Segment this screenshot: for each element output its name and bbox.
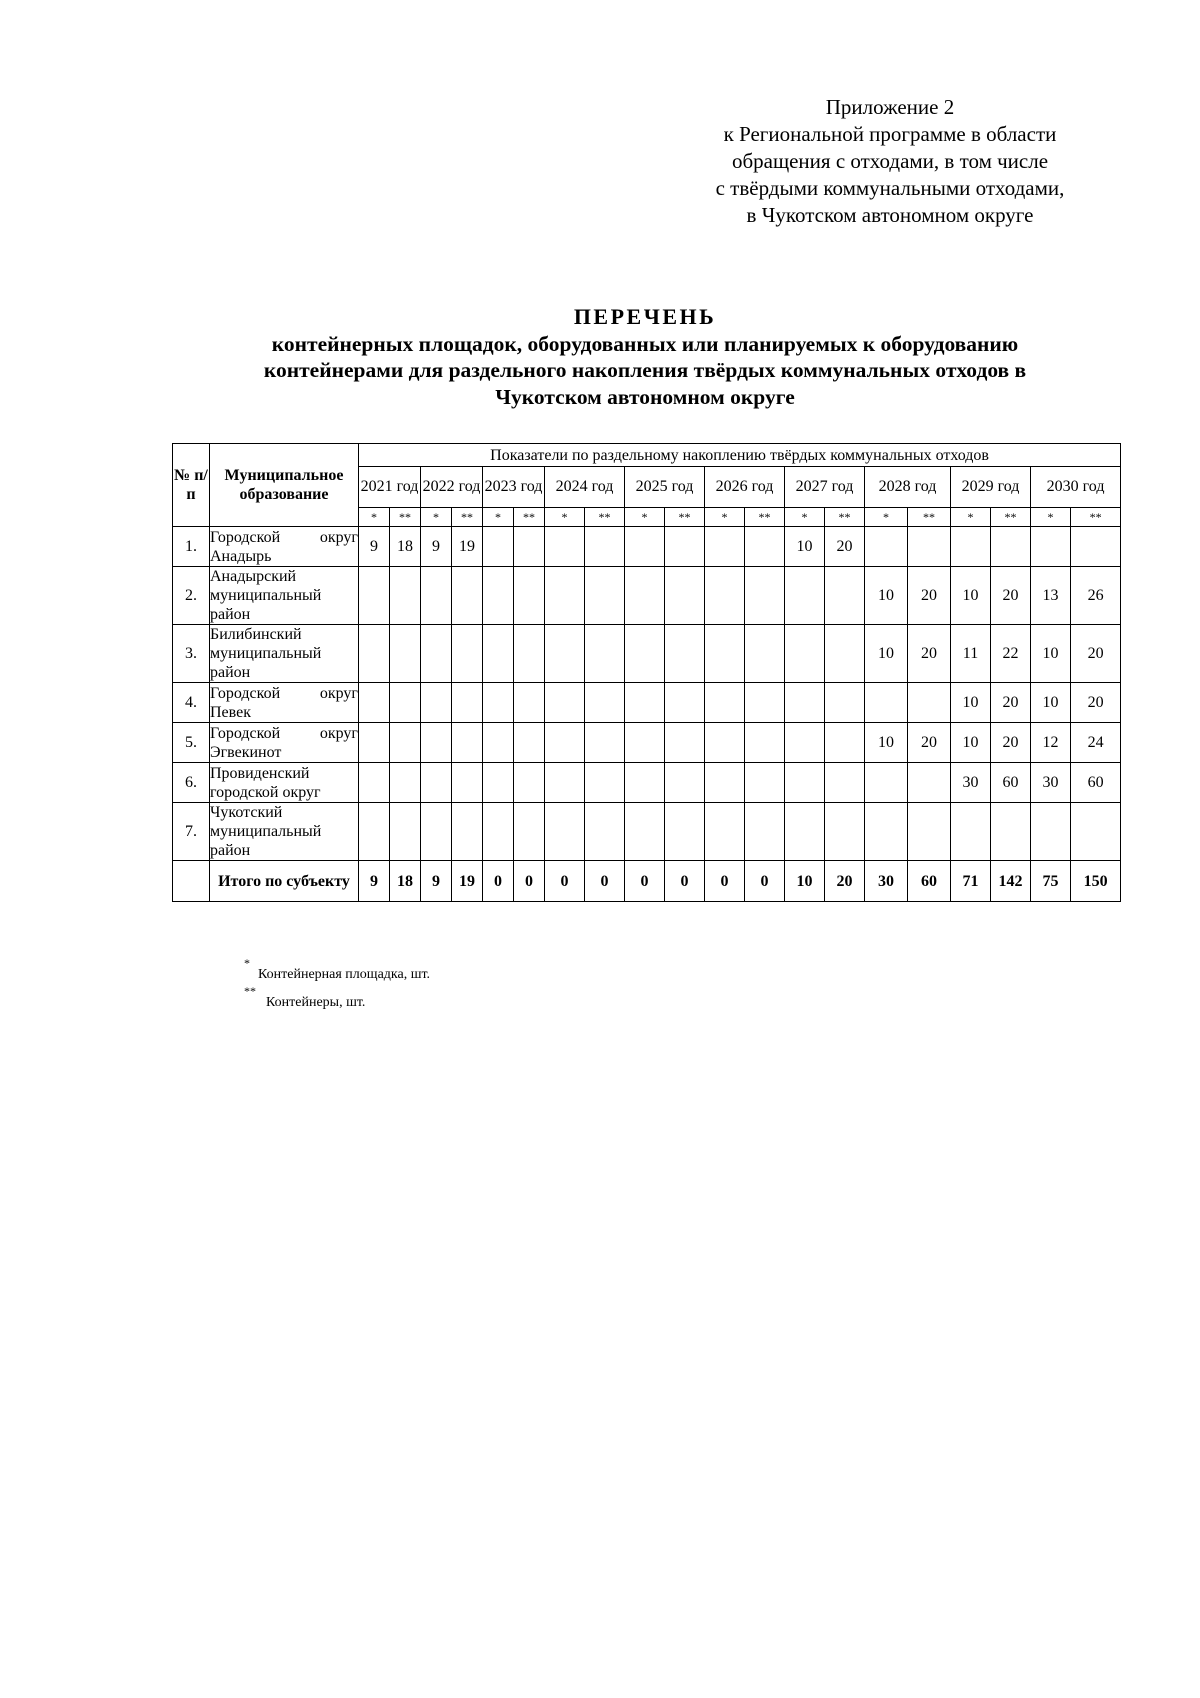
value-cell	[705, 723, 745, 763]
header-sub-mark: **	[825, 508, 865, 527]
title-subtitle	[190, 331, 1100, 411]
value-cell	[483, 803, 514, 861]
total-value-cell: 20	[825, 861, 865, 902]
header-year: 2024 год	[545, 467, 625, 508]
value-cell: 18	[390, 527, 421, 567]
value-cell	[1071, 527, 1121, 567]
total-value-cell: 9	[359, 861, 390, 902]
value-cell: 19	[452, 527, 483, 567]
municipality-name: Билибинский муниципальный район	[210, 626, 322, 681]
row-municipality	[210, 567, 359, 625]
header-year: 2029 год	[951, 467, 1031, 508]
header-sub-mark: *	[951, 508, 991, 527]
value-cell	[705, 567, 745, 625]
appendix-line: Приложение 2	[825, 95, 955, 119]
total-label: Итого по субъекту	[210, 861, 359, 902]
total-value-cell: 0	[545, 861, 585, 902]
total-value-cell: 142	[991, 861, 1031, 902]
value-cell	[908, 763, 951, 803]
value-cell	[951, 527, 991, 567]
value-cell: 9	[421, 527, 452, 567]
value-cell: 12	[1031, 723, 1071, 763]
document-title	[190, 304, 1100, 410]
value-cell	[545, 527, 585, 567]
table-row	[173, 763, 1121, 803]
value-cell	[705, 683, 745, 723]
value-cell	[452, 683, 483, 723]
value-cell	[705, 625, 745, 683]
value-cell: 10	[1031, 625, 1071, 683]
value-cell	[1031, 527, 1071, 567]
value-cell: 20	[825, 527, 865, 567]
value-cell	[483, 567, 514, 625]
value-cell	[705, 803, 745, 861]
value-cell: 9	[359, 527, 390, 567]
value-cell	[665, 683, 705, 723]
header-sub-mark: **	[514, 508, 545, 527]
value-cell	[452, 625, 483, 683]
header-year: 2028 год	[865, 467, 951, 508]
value-cell: 20	[908, 567, 951, 625]
value-cell	[585, 763, 625, 803]
value-cell	[483, 527, 514, 567]
total-value-cell: 71	[951, 861, 991, 902]
header-sub-mark: *	[705, 508, 745, 527]
header-num: № п/п	[173, 444, 210, 527]
total-value-cell: 0	[665, 861, 705, 902]
value-cell	[452, 567, 483, 625]
value-cell	[625, 527, 665, 567]
total-value-cell: 10	[785, 861, 825, 902]
row-number: 2.	[173, 567, 210, 625]
value-cell	[483, 683, 514, 723]
value-cell	[359, 723, 390, 763]
value-cell	[1071, 803, 1121, 861]
row-number: 3.	[173, 625, 210, 683]
value-cell	[745, 527, 785, 567]
appendix-line: с твёрдыми коммунальными отходами,	[715, 176, 1065, 200]
value-cell	[390, 723, 421, 763]
value-cell: 20	[991, 723, 1031, 763]
value-cell: 26	[1071, 567, 1121, 625]
header-sub-mark: *	[785, 508, 825, 527]
row-municipality	[210, 803, 359, 861]
total-value-cell: 0	[585, 861, 625, 902]
header-sub-mark: *	[545, 508, 585, 527]
value-cell: 60	[1071, 763, 1121, 803]
value-cell	[785, 763, 825, 803]
value-cell	[665, 723, 705, 763]
header-sub-mark: *	[1031, 508, 1071, 527]
header-year: 2022 год	[421, 467, 483, 508]
value-cell	[745, 723, 785, 763]
value-cell	[1031, 803, 1071, 861]
value-cell	[865, 803, 908, 861]
value-cell	[390, 567, 421, 625]
row-number: 4.	[173, 683, 210, 723]
total-value-cell: 9	[421, 861, 452, 902]
value-cell: 10	[865, 723, 908, 763]
total-value-cell: 19	[452, 861, 483, 902]
value-cell	[452, 723, 483, 763]
total-value-cell: 0	[705, 861, 745, 902]
value-cell	[908, 683, 951, 723]
total-value-cell: 0	[483, 861, 514, 902]
value-cell	[421, 625, 452, 683]
table-row	[173, 567, 1121, 625]
header-sub-mark: **	[991, 508, 1031, 527]
table-row	[173, 625, 1121, 683]
row-number: 7.	[173, 803, 210, 861]
value-cell	[545, 803, 585, 861]
table-row	[173, 723, 1121, 763]
value-cell	[745, 763, 785, 803]
title-line: контейнерных площадок, оборудованных или планируемых к оборудованию	[271, 331, 1019, 356]
value-cell: 20	[908, 625, 951, 683]
value-cell	[585, 567, 625, 625]
header-year: 2025 год	[625, 467, 705, 508]
header-sub-mark: *	[421, 508, 452, 527]
table-row	[173, 683, 1121, 723]
header-municipality: Муниципальное образование	[210, 444, 359, 527]
footnote-text: Контейнеры, шт.	[266, 995, 366, 1010]
value-cell	[545, 625, 585, 683]
header-sub-mark: **	[452, 508, 483, 527]
value-cell	[745, 625, 785, 683]
value-cell	[705, 527, 745, 567]
value-cell	[545, 723, 585, 763]
header-sub-mark: *	[625, 508, 665, 527]
header-sub-mark: **	[665, 508, 705, 527]
value-cell	[665, 803, 705, 861]
value-cell	[825, 567, 865, 625]
header-year: 2023 год	[483, 467, 545, 508]
value-cell: 30	[951, 763, 991, 803]
value-cell: 10	[1031, 683, 1071, 723]
value-cell	[421, 567, 452, 625]
containers-table	[172, 443, 1121, 902]
value-cell	[785, 723, 825, 763]
value-cell	[514, 763, 545, 803]
value-cell	[452, 803, 483, 861]
value-cell	[585, 527, 625, 567]
value-cell	[625, 763, 665, 803]
appendix-line: обращения с отходами, в том числе	[731, 149, 1049, 173]
value-cell	[585, 803, 625, 861]
row-municipality	[210, 625, 359, 683]
appendix-note	[640, 94, 1140, 229]
value-cell	[825, 723, 865, 763]
municipality-name: Городской округ Эгвекинот	[210, 724, 358, 761]
value-cell	[825, 763, 865, 803]
value-cell	[825, 625, 865, 683]
value-cell	[585, 683, 625, 723]
value-cell	[865, 683, 908, 723]
header-year: 2027 год	[785, 467, 865, 508]
value-cell	[745, 567, 785, 625]
value-cell	[514, 625, 545, 683]
value-cell: 10	[951, 683, 991, 723]
header-sub-mark: *	[359, 508, 390, 527]
value-cell	[625, 803, 665, 861]
value-cell	[390, 803, 421, 861]
value-cell	[665, 527, 705, 567]
value-cell	[421, 763, 452, 803]
header-sub-mark: **	[585, 508, 625, 527]
value-cell	[665, 625, 705, 683]
value-cell	[625, 723, 665, 763]
value-cell	[705, 763, 745, 803]
header-sub-mark: **	[390, 508, 421, 527]
value-cell: 10	[785, 527, 825, 567]
row-number: 5.	[173, 723, 210, 763]
value-cell	[865, 527, 908, 567]
municipality-name: Анадырский муниципальный район	[210, 568, 322, 623]
value-cell: 11	[951, 625, 991, 683]
value-cell	[390, 625, 421, 683]
value-cell	[625, 625, 665, 683]
value-cell	[514, 527, 545, 567]
footnote-mark: **	[244, 984, 256, 998]
value-cell	[545, 763, 585, 803]
header-sub-mark: *	[865, 508, 908, 527]
total-value-cell: 0	[625, 861, 665, 902]
value-cell	[785, 683, 825, 723]
value-cell	[585, 723, 625, 763]
title-line: Чукотском автономном округе	[495, 384, 795, 409]
value-cell: 60	[991, 763, 1031, 803]
value-cell: 13	[1031, 567, 1071, 625]
value-cell	[665, 763, 705, 803]
value-cell	[514, 567, 545, 625]
value-cell: 20	[991, 567, 1031, 625]
value-cell	[421, 803, 452, 861]
value-cell	[514, 803, 545, 861]
value-cell	[665, 567, 705, 625]
value-cell	[452, 763, 483, 803]
value-cell	[514, 723, 545, 763]
total-value-cell: 18	[390, 861, 421, 902]
total-value-cell: 0	[514, 861, 545, 902]
value-cell: 10	[951, 723, 991, 763]
value-cell	[514, 683, 545, 723]
row-municipality	[210, 527, 359, 567]
row-number: 1.	[173, 527, 210, 567]
header-year: 2026 год	[705, 467, 785, 508]
value-cell	[991, 527, 1031, 567]
value-cell	[625, 683, 665, 723]
total-value-cell: 150	[1071, 861, 1121, 902]
municipality-name: Провиденский городской округ	[210, 764, 321, 801]
value-cell	[483, 723, 514, 763]
total-value-cell: 60	[908, 861, 951, 902]
total-num-empty	[173, 861, 210, 902]
footnote-text: Контейнерная площадка, шт.	[258, 967, 431, 982]
value-cell	[991, 803, 1031, 861]
value-cell	[745, 683, 785, 723]
value-cell: 20	[1071, 625, 1121, 683]
header-year: 2030 год	[1031, 467, 1121, 508]
value-cell	[625, 567, 665, 625]
value-cell	[585, 625, 625, 683]
value-cell	[908, 527, 951, 567]
value-cell	[825, 803, 865, 861]
total-value-cell: 0	[745, 861, 785, 902]
value-cell	[359, 625, 390, 683]
header-sub-mark: **	[908, 508, 951, 527]
value-cell: 10	[951, 567, 991, 625]
row-municipality	[210, 723, 359, 763]
value-cell: 30	[1031, 763, 1071, 803]
row-municipality	[210, 683, 359, 723]
value-cell	[359, 763, 390, 803]
total-value-cell: 75	[1031, 861, 1071, 902]
municipality-name: Городской округ Певек	[210, 684, 358, 721]
value-cell: 10	[865, 625, 908, 683]
title-line: контейнерами для раздельного накопления твёрдых коммунальных отходов в	[263, 358, 1027, 382]
municipality-name: Городской округ Анадырь	[210, 528, 358, 565]
value-cell	[865, 763, 908, 803]
value-cell: 10	[865, 567, 908, 625]
value-cell: 20	[991, 683, 1031, 723]
total-value-cell: 30	[865, 861, 908, 902]
value-cell	[908, 803, 951, 861]
value-cell: 22	[991, 625, 1031, 683]
header-sub-mark: *	[483, 508, 514, 527]
title-main: ПЕРЕЧЕНЬ	[573, 304, 717, 329]
value-cell	[359, 803, 390, 861]
value-cell: 20	[908, 723, 951, 763]
municipality-name: Чукотский муниципальный район	[210, 804, 322, 859]
value-cell: 20	[1071, 683, 1121, 723]
value-cell	[785, 803, 825, 861]
table-row	[173, 527, 1121, 567]
row-number: 6.	[173, 763, 210, 803]
value-cell	[951, 803, 991, 861]
appendix-line: к Региональной программе в области	[723, 122, 1057, 146]
value-cell	[421, 683, 452, 723]
value-cell: 24	[1071, 723, 1121, 763]
value-cell	[785, 625, 825, 683]
value-cell	[785, 567, 825, 625]
value-cell	[390, 763, 421, 803]
value-cell	[390, 683, 421, 723]
value-cell	[545, 683, 585, 723]
header-sub-mark: **	[1071, 508, 1121, 527]
value-cell	[545, 567, 585, 625]
value-cell	[745, 803, 785, 861]
footnote-mark: *	[244, 956, 250, 970]
value-cell	[359, 683, 390, 723]
value-cell	[359, 567, 390, 625]
value-cell	[825, 683, 865, 723]
header-sub-mark: **	[745, 508, 785, 527]
header-year: 2021 год	[359, 467, 421, 508]
value-cell	[483, 625, 514, 683]
total-row	[173, 861, 1121, 902]
value-cell	[421, 723, 452, 763]
header-indicators: Показатели по раздельному накоплению твёрдых коммунальных отходов	[359, 444, 1121, 467]
row-municipality	[210, 763, 359, 803]
value-cell	[483, 763, 514, 803]
table-row	[173, 803, 1121, 861]
appendix-line: в Чукотском автономном округе	[746, 203, 1034, 227]
